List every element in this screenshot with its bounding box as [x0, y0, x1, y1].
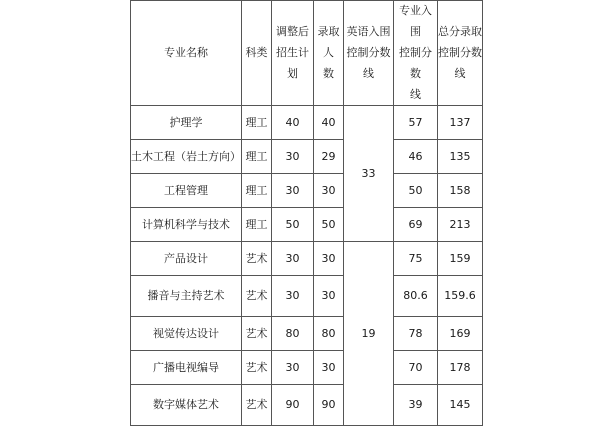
- header-major-name: 专业名称: [131, 1, 242, 106]
- cell-total-cutoff: 178: [438, 351, 483, 385]
- cell-major-cutoff: 46: [394, 140, 438, 174]
- table-row: [131, 140, 483, 174]
- cell-total-cutoff: 137: [438, 106, 483, 140]
- cell-enrolled: 40: [314, 106, 344, 140]
- cell-major-name: 播音与主持艺术: [131, 276, 242, 317]
- cell-category: 艺术: [242, 385, 272, 426]
- cell-total-cutoff: 159.6: [438, 276, 483, 317]
- cell-enrolled: 80: [314, 317, 344, 351]
- cell-total-cutoff: 158: [438, 174, 483, 208]
- cell-plan: 80: [272, 317, 314, 351]
- cell-major-name: 工程管理: [131, 174, 242, 208]
- cell-major-name: 产品设计: [131, 242, 242, 276]
- cell-enrolled: 29: [314, 140, 344, 174]
- cell-plan: 30: [272, 174, 314, 208]
- cell-enrolled: 30: [314, 351, 344, 385]
- cell-category: 艺术: [242, 242, 272, 276]
- table-row: [131, 106, 483, 140]
- cell-major-name: 土木工程（岩土方向）: [131, 140, 242, 174]
- cell-total-cutoff: 159: [438, 242, 483, 276]
- cell-major-name: 护理学: [131, 106, 242, 140]
- cell-major-cutoff: 75: [394, 242, 438, 276]
- cell-category: 理工: [242, 208, 272, 242]
- table-row: [131, 276, 483, 317]
- cell-english-cutoff-group-1: 33: [344, 106, 394, 242]
- cell-plan: 90: [272, 385, 314, 426]
- cell-enrolled: 30: [314, 242, 344, 276]
- cell-major-name: 数字媒体艺术: [131, 385, 242, 426]
- cell-category: 理工: [242, 140, 272, 174]
- cell-major-cutoff: 39: [394, 385, 438, 426]
- table-row: [131, 242, 483, 276]
- cell-major-cutoff: 78: [394, 317, 438, 351]
- cell-major-name: 视觉传达设计: [131, 317, 242, 351]
- cell-major-cutoff: 70: [394, 351, 438, 385]
- header-adjusted-plan: 调整后 招生计 划: [272, 1, 314, 106]
- table-row: [131, 385, 483, 426]
- cell-plan: 40: [272, 106, 314, 140]
- cell-plan: 30: [272, 351, 314, 385]
- header-enrolled-count: 录取人 数: [314, 1, 344, 106]
- cell-major-cutoff: 50: [394, 174, 438, 208]
- table-row: [131, 317, 483, 351]
- cell-enrolled: 30: [314, 174, 344, 208]
- cell-enrolled: 50: [314, 208, 344, 242]
- cell-category: 理工: [242, 106, 272, 140]
- cell-english-cutoff-group-2: 19: [344, 242, 394, 426]
- cell-category: 艺术: [242, 351, 272, 385]
- cell-major-cutoff: 80.6: [394, 276, 438, 317]
- table-row: [131, 174, 483, 208]
- cell-category: 艺术: [242, 317, 272, 351]
- cell-category: 理工: [242, 174, 272, 208]
- cell-plan: 30: [272, 140, 314, 174]
- header-total-cutoff: 总分录取 控制分数 线: [438, 1, 483, 106]
- cell-major-cutoff: 57: [394, 106, 438, 140]
- cell-major-cutoff: 69: [394, 208, 438, 242]
- cell-plan: 30: [272, 276, 314, 317]
- cell-enrolled: 90: [314, 385, 344, 426]
- cell-total-cutoff: 213: [438, 208, 483, 242]
- cell-plan: 30: [272, 242, 314, 276]
- cell-major-name: 计算机科学与技术: [131, 208, 242, 242]
- cell-plan: 50: [272, 208, 314, 242]
- cell-major-name: 广播电视编导: [131, 351, 242, 385]
- cell-category: 艺术: [242, 276, 272, 317]
- cell-total-cutoff: 169: [438, 317, 483, 351]
- cell-total-cutoff: 145: [438, 385, 483, 426]
- cell-total-cutoff: 135: [438, 140, 483, 174]
- header-category: 科类: [242, 1, 272, 106]
- table-row: [131, 351, 483, 385]
- header-english-cutoff: 英语入围 控制分数 线: [344, 1, 394, 106]
- cell-enrolled: 30: [314, 276, 344, 317]
- admission-score-table: [130, 0, 483, 426]
- table-row: [131, 208, 483, 242]
- table-header-row: [131, 1, 483, 106]
- header-major-cutoff: 专业入围 控制分数 线: [394, 1, 438, 106]
